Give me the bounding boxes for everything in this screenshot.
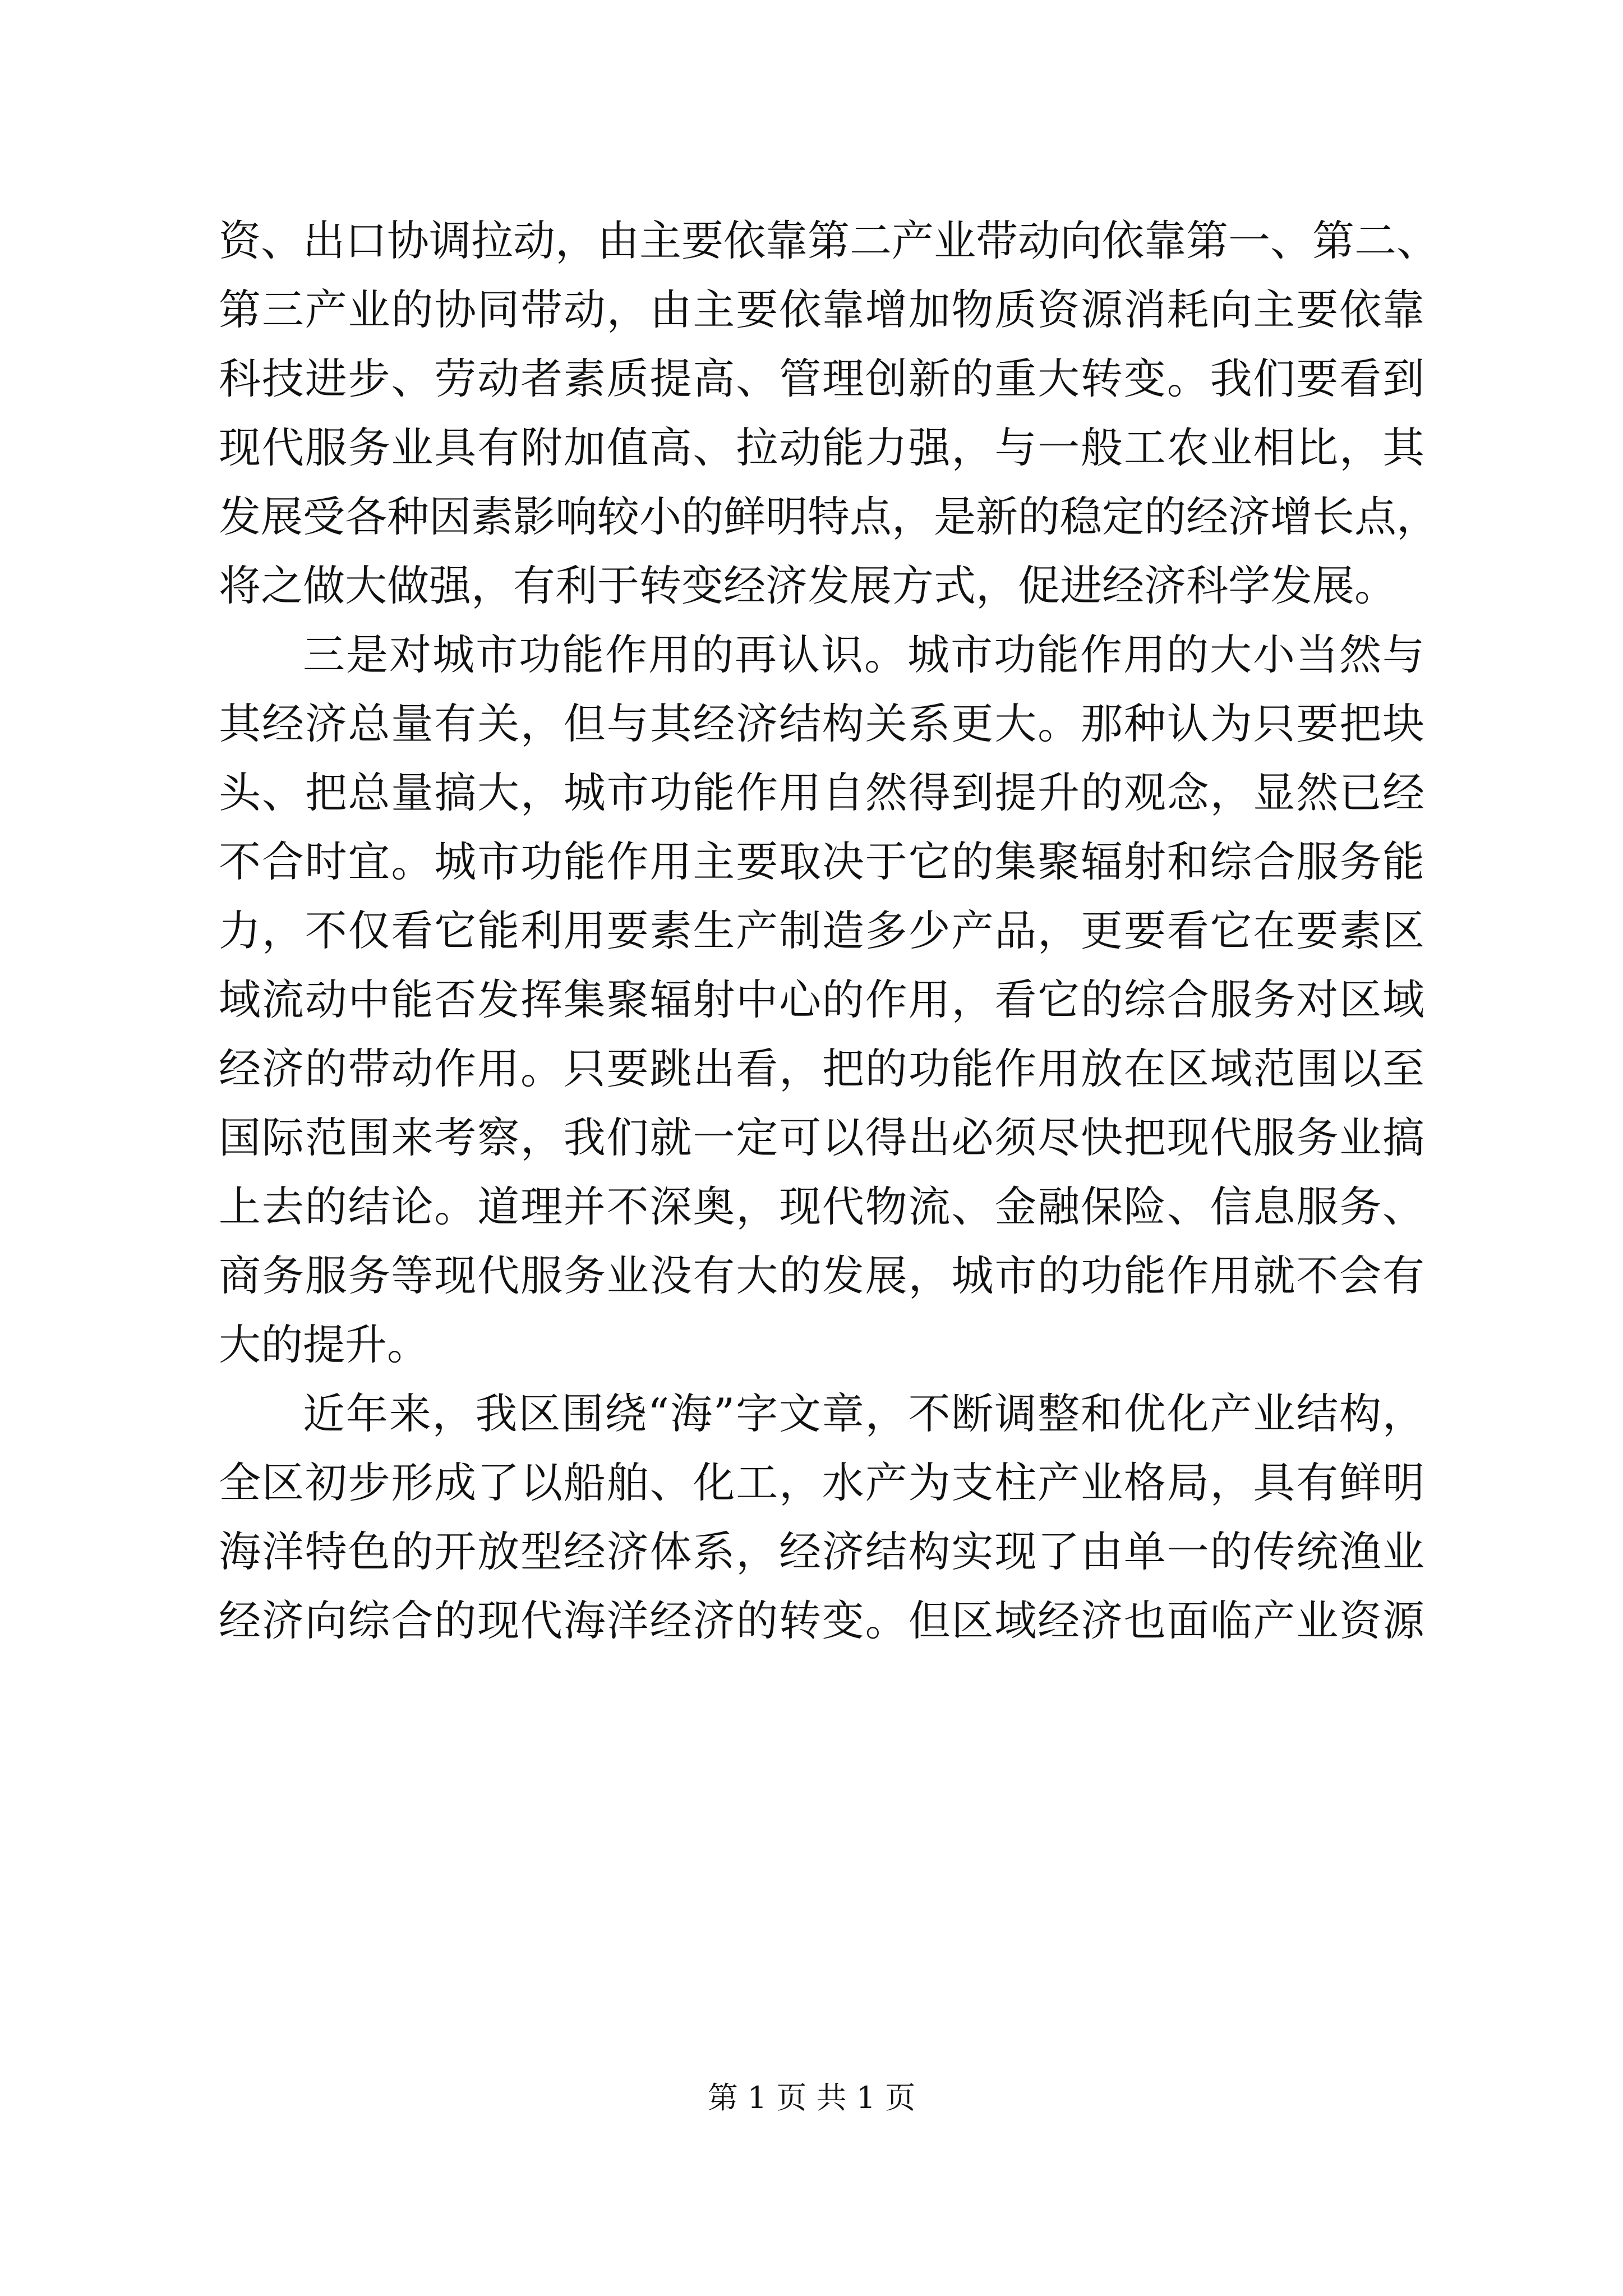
page-footer: 第 1 页 共 1 页	[707, 2080, 916, 2115]
text-line: 其经济总量有关，但与其经济结构关系更大。那种认为只要把块	[219, 699, 1424, 748]
text-line: 头、把总量搞大，城市功能作用自然得到提升的观念，显然已经	[219, 768, 1424, 817]
text-line: 资、出口协调拉动，由主要依靠第二产业带动向依靠第一、第二、	[219, 216, 1439, 265]
text-line: 现代服务业具有附加值高、拉动能力强，与一般工农业相比，其	[219, 423, 1424, 472]
text-line: 商务服务等现代服务业没有大的发展，城市的功能作用就不会有	[219, 1251, 1424, 1300]
text-line: 海洋特色的开放型经济体系，经济结构实现了由单一的传统渔业	[219, 1527, 1424, 1576]
text-line: 三是对城市功能作用的再认识。城市功能作用的大小当然与	[303, 630, 1424, 679]
text-line: 上去的结论。道理并不深奥，现代物流、金融保险、信息服务、	[219, 1182, 1424, 1231]
text-line: 不合时宜。城市功能作用主要取决于它的集聚辐射和综合服务能	[219, 837, 1424, 886]
text-line: 经济的带动作用。只要跳出看，把的功能作用放在区域范围以至	[219, 1044, 1424, 1093]
text-line: 经济向综合的现代海洋经济的转变。但区域经济也面临产业资源	[219, 1596, 1424, 1645]
text-line: 科技进步、劳动者素质提高、管理创新的重大转变。我们要看到	[219, 354, 1424, 403]
text-line: 近年来，我区围绕“海”字文章，不断调整和优化产业结构，	[303, 1389, 1424, 1438]
text-line: 国际范围来考察，我们就一定可以得出必须尽快把现代服务业搞	[219, 1113, 1424, 1162]
text-line: 全区初步形成了以船舶、化工，水产为支柱产业格局，具有鲜明	[219, 1458, 1424, 1507]
text-line: 发展受各种因素影响较小的鲜明特点，是新的稳定的经济增长点，	[219, 492, 1439, 541]
text-line: 大的提升。	[219, 1320, 430, 1369]
text-line: 第三产业的协同带动，由主要依靠增加物质资源消耗向主要依靠	[219, 285, 1424, 334]
document-body	[219, 206, 1439, 1655]
text-line: 域流动中能否发挥集聚辐射中心的作用，看它的综合服务对区域	[219, 975, 1424, 1024]
text-line: 力，不仅看它能利用要素生产制造多少产品，更要看它在要素区	[219, 906, 1424, 955]
text-line: 将之做大做强，有利于转变经济发展方式，促进经济科学发展。	[219, 561, 1397, 610]
